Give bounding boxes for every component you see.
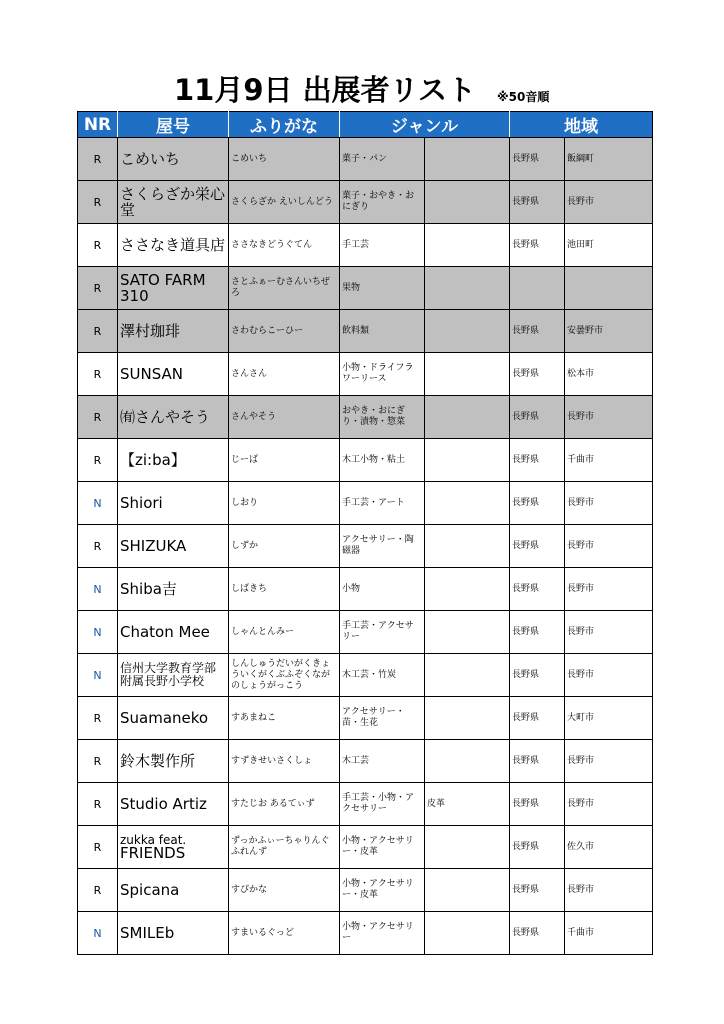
row-kana: ささなきどうぐてん: [229, 224, 340, 267]
row-prefecture: 長野県: [510, 869, 565, 912]
row-nr: N: [78, 611, 118, 654]
row-genre2: [425, 654, 510, 697]
row-name: SMILEb: [118, 912, 229, 955]
row-nr: R: [78, 310, 118, 353]
row-city: 長野市: [565, 869, 653, 912]
row-prefecture: 長野県: [510, 568, 565, 611]
table-body: [78, 138, 653, 955]
row-genre: 菓子・パン: [340, 138, 425, 181]
row-prefecture: 長野県: [510, 439, 565, 482]
row-name: ㈲さんやそう: [118, 396, 229, 439]
row-city: 大町市: [565, 697, 653, 740]
row-genre2: [425, 224, 510, 267]
row-genre: 手工芸・アート: [340, 482, 425, 525]
row-genre: 小物・アクセサリー・皮革: [340, 826, 425, 869]
row-kana: すあまねこ: [229, 697, 340, 740]
table-row: [78, 138, 653, 181]
row-city: 安曇野市: [565, 310, 653, 353]
row-kana: さとふぁーむさんいちぜろ: [229, 267, 340, 310]
row-genre2: 皮革: [425, 783, 510, 826]
row-kana: しばきち: [229, 568, 340, 611]
table-row: [78, 310, 653, 353]
title-note: ※50音順: [497, 90, 550, 104]
row-genre: 木工芸・竹炭: [340, 654, 425, 697]
row-name: さくらざか栄心堂: [118, 181, 229, 224]
row-genre: 小物: [340, 568, 425, 611]
row-prefecture: 長野県: [510, 224, 565, 267]
row-name: [118, 826, 229, 869]
table-row: [78, 783, 653, 826]
table-row: [78, 568, 653, 611]
row-prefecture: 長野県: [510, 611, 565, 654]
row-nr: R: [78, 697, 118, 740]
header-name: 屋号: [118, 112, 229, 138]
row-genre: 手工芸: [340, 224, 425, 267]
row-name: 澤村珈琲: [118, 310, 229, 353]
table-row: [78, 353, 653, 396]
row-name-line1: zukka feat.: [120, 833, 187, 847]
row-genre: 手工芸・小物・アクセサリー: [340, 783, 425, 826]
row-kana: さわむらこーひー: [229, 310, 340, 353]
row-nr: R: [78, 181, 118, 224]
row-nr: R: [78, 396, 118, 439]
row-genre2: [425, 138, 510, 181]
row-nr: R: [78, 353, 118, 396]
row-prefecture: 長野県: [510, 697, 565, 740]
row-genre2: [425, 869, 510, 912]
row-nr: R: [78, 138, 118, 181]
row-city: 佐久市: [565, 826, 653, 869]
table-row: [78, 912, 653, 955]
row-name: Suamaneko: [118, 697, 229, 740]
row-prefecture: 長野県: [510, 482, 565, 525]
row-name: Studio Artiz: [118, 783, 229, 826]
row-genre: 木工小物・粘土: [340, 439, 425, 482]
row-city: 長野市: [565, 482, 653, 525]
row-kana: すぴかな: [229, 869, 340, 912]
row-kana: すまいるぐっど: [229, 912, 340, 955]
row-nr: R: [78, 224, 118, 267]
row-nr: N: [78, 568, 118, 611]
table-row: [78, 525, 653, 568]
table-row: [78, 654, 653, 697]
row-city: 長野市: [565, 396, 653, 439]
table-row: [78, 439, 653, 482]
row-name: 【zi:ba】: [118, 439, 229, 482]
row-nr: N: [78, 912, 118, 955]
row-nr: R: [78, 525, 118, 568]
row-genre: 手工芸・アクセサリー: [340, 611, 425, 654]
row-prefecture: 長野県: [510, 138, 565, 181]
table-row: [78, 482, 653, 525]
row-city: 千曲市: [565, 439, 653, 482]
row-name: SATO FARM 310: [118, 267, 229, 310]
row-city: 長野市: [565, 611, 653, 654]
table-row: [78, 611, 653, 654]
row-name: Chaton Mee: [118, 611, 229, 654]
row-genre2: [425, 482, 510, 525]
row-prefecture: 長野県: [510, 783, 565, 826]
row-genre: おやき・おにぎり・漬物・惣菜: [340, 396, 425, 439]
row-name: SHIZUKA: [118, 525, 229, 568]
row-kana: しんしゅうだいがくきょういくがくぶふぞくながのしょうがっこう: [229, 654, 340, 697]
row-city: 飯綱町: [565, 138, 653, 181]
header-kana: ふりがな: [229, 112, 340, 138]
row-nr: R: [78, 869, 118, 912]
row-name: SUNSAN: [118, 353, 229, 396]
row-genre: アクセサリー・苗・生花: [340, 697, 425, 740]
row-kana: しおり: [229, 482, 340, 525]
row-kana: ずっかふぃーちゃりんぐふれんず: [229, 826, 340, 869]
row-kana: すずきせいさくしょ: [229, 740, 340, 783]
table-row: [78, 740, 653, 783]
row-city: 長野市: [565, 181, 653, 224]
row-genre2: [425, 912, 510, 955]
row-nr: R: [78, 439, 118, 482]
row-genre2: [425, 267, 510, 310]
title-main: 11月9日 出展者リスト: [174, 73, 477, 107]
row-nr: R: [78, 267, 118, 310]
row-genre2: [425, 826, 510, 869]
row-prefecture: 長野県: [510, 181, 565, 224]
row-nr: R: [78, 783, 118, 826]
row-city: 池田町: [565, 224, 653, 267]
row-prefecture: 長野県: [510, 912, 565, 955]
row-prefecture: 長野県: [510, 353, 565, 396]
row-city: 長野市: [565, 740, 653, 783]
row-genre2: [425, 181, 510, 224]
row-city: 長野市: [565, 568, 653, 611]
row-genre: 菓子・おやき・おにぎり: [340, 181, 425, 224]
row-genre2: [425, 310, 510, 353]
row-name-line2: FRIENDS: [120, 844, 186, 862]
row-genre2: [425, 697, 510, 740]
row-genre2: [425, 525, 510, 568]
row-city: 千曲市: [565, 912, 653, 955]
row-genre2: [425, 611, 510, 654]
row-name: Spicana: [118, 869, 229, 912]
row-kana: さくらざか えいしんどう: [229, 181, 340, 224]
row-genre2: [425, 439, 510, 482]
table-row: [78, 869, 653, 912]
row-prefecture: 長野県: [510, 740, 565, 783]
table-row: [78, 697, 653, 740]
row-prefecture: 長野県: [510, 396, 565, 439]
row-city: 長野市: [565, 783, 653, 826]
row-kana: しゃんとんみー: [229, 611, 340, 654]
row-name: 鈴木製作所: [118, 740, 229, 783]
header-nr: NR: [78, 112, 118, 138]
exhibitor-table: [77, 111, 653, 955]
row-name: Shiba吉: [118, 568, 229, 611]
row-genre: 小物・ドライフラワーリース: [340, 353, 425, 396]
row-city: [565, 267, 653, 310]
table-row: [78, 396, 653, 439]
row-prefecture: [510, 267, 565, 310]
row-prefecture: 長野県: [510, 654, 565, 697]
row-kana: しずか: [229, 525, 340, 568]
row-nr: N: [78, 654, 118, 697]
row-genre: 小物・アクセサリー・皮革: [340, 869, 425, 912]
row-kana: すたじお あるてぃず: [229, 783, 340, 826]
row-nr: N: [78, 482, 118, 525]
document-title: [0, 68, 724, 108]
table-row: [78, 181, 653, 224]
row-kana: さんさん: [229, 353, 340, 396]
row-name: 信州大学教育学部附属長野小学校: [118, 654, 229, 697]
row-city: 長野市: [565, 654, 653, 697]
header-area: 地域: [510, 112, 653, 138]
row-genre2: [425, 568, 510, 611]
row-prefecture: 長野県: [510, 525, 565, 568]
row-genre2: [425, 396, 510, 439]
row-nr: R: [78, 740, 118, 783]
row-kana: こめいち: [229, 138, 340, 181]
row-nr: R: [78, 826, 118, 869]
row-genre: 木工芸: [340, 740, 425, 783]
row-genre: 飲料類: [340, 310, 425, 353]
row-genre2: [425, 353, 510, 396]
row-genre: 果物: [340, 267, 425, 310]
header-genre: ジャンル: [340, 112, 510, 138]
row-prefecture: 長野県: [510, 310, 565, 353]
row-name: Shiori: [118, 482, 229, 525]
row-prefecture: 長野県: [510, 826, 565, 869]
row-city: 松本市: [565, 353, 653, 396]
row-kana: じーば: [229, 439, 340, 482]
row-name: ささなき道具店: [118, 224, 229, 267]
header-row: [78, 112, 653, 138]
row-kana: さんやそう: [229, 396, 340, 439]
table-row: [78, 826, 653, 869]
table-row: [78, 267, 653, 310]
row-city: 長野市: [565, 525, 653, 568]
row-name: こめいち: [118, 138, 229, 181]
row-genre: 小物・アクセサリー: [340, 912, 425, 955]
row-genre: アクセサリー・陶磁器: [340, 525, 425, 568]
row-genre2: [425, 740, 510, 783]
table-row: [78, 224, 653, 267]
